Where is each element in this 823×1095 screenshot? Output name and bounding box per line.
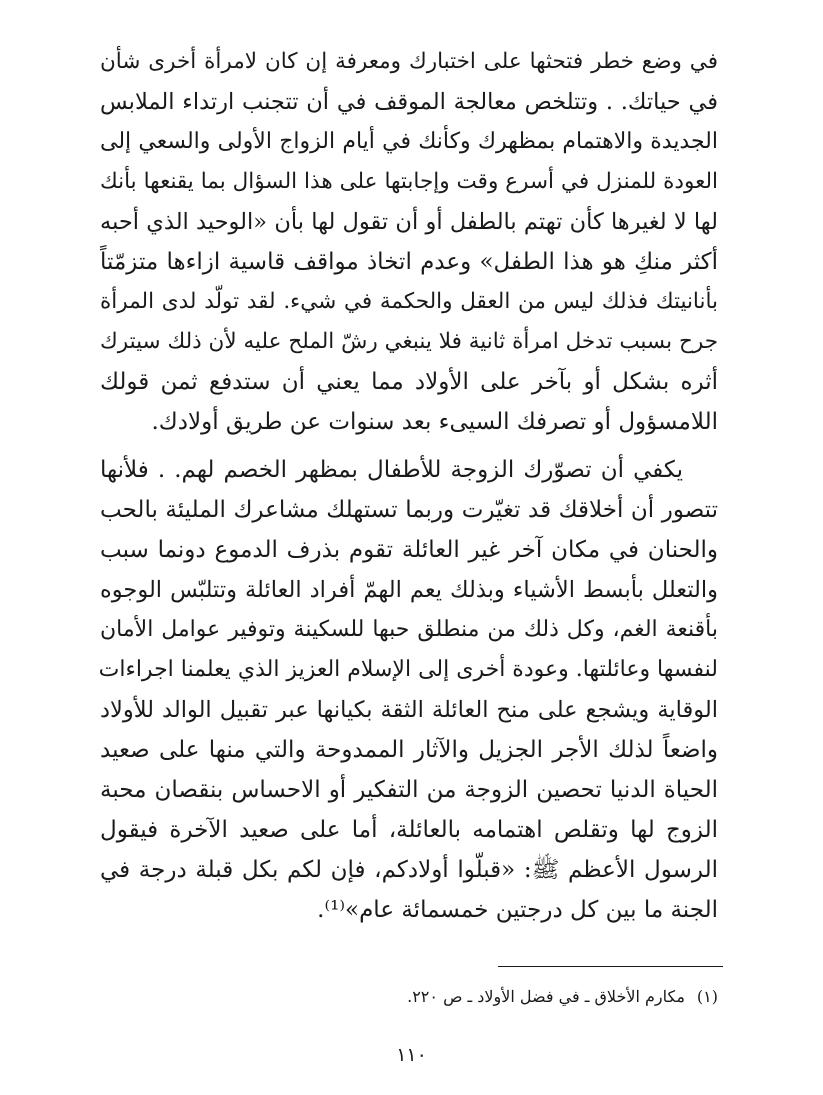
- paragraph-1-line: أثره بشكل أو بآخر على الأولاد مما يعني أن ستدفع ثمن قولك: [100, 369, 718, 395]
- paragraph-2-line: تتصور أن أخلاقك قد تغيّرت وربما تستهلك مشاعرك المليئة بالحب: [100, 497, 718, 523]
- footnote-divider: [498, 966, 723, 967]
- paragraph-2-line: واضعاً لذلك الأجر الجزيل والآثار الممدوحة والتي منها على صعيد: [100, 737, 718, 763]
- paragraph-2-line: بأقنعة الغم، وكل ذلك من منطلق حبها للسكينة وتوفير عوامل الأمان: [100, 617, 718, 642]
- paragraph-1-line: بأنانيتك فذلك ليس من العقل والحكمة في شيء. لقد تولّد لدى المرأة: [100, 289, 718, 314]
- paragraph-2-line: الحياة الدنيا تحصين الزوجة من التفكير أو الاحساس بنقصان محبة: [100, 777, 718, 803]
- paragraph-1-line: الجديدة والاهتمام بمظهرك وكأنك في أيام الزواج الأولى والسعي إلى: [100, 129, 719, 154]
- footnote-number: (١): [696, 987, 718, 1006]
- paragraph-2-line: والتعلل بأبسط الأشياء وبذلك يعم الهمّ أفراد العائلة وتتلبّس الوجوه: [100, 577, 718, 603]
- paragraph-1-line: جرح بسبب تدخل امرأة ثانية فلا ينبغي رشّ الملح عليه لأن ذلك سيترك: [100, 329, 718, 354]
- paragraph-1-line: في حياتك. . وتتلخص معالجة الموقف في أن تتجنب ارتداء الملابس: [100, 89, 718, 115]
- paragraph-2-line: الرسول الأعظم ﷺ: «قبلّوا أولادكم، فإن لكم بكل قبلة درجة في: [100, 857, 718, 883]
- paragraph-2-line: الوقاية ويشجع على منح العائلة الثقة بكيانها عبر تقبيل الوالد للأولاد: [100, 697, 718, 723]
- paragraph-2-line: والحنان في مكان آخر غير العائلة تقوم بذرف الدموع دونما سبب: [100, 537, 718, 563]
- paragraph-1-line: اللامسؤول أو تصرفك السيىء بعد سنوات عن طريق أولادك.: [151, 409, 718, 435]
- paragraph-1-line: في وضع خطر فتحثها على اختبارك ومعرفة إن كان لامرأة أخرى شأن: [100, 49, 718, 74]
- footnote-text: مكارم الأخلاق ـ في فضل الأولاد ـ ص ٢٢٠.: [407, 987, 685, 1006]
- paragraph-1-line: لها لا لغيرها كأن تهتم بالطفل أو أن تقول لها بأن «الوحيد الذي أحبه: [100, 209, 718, 235]
- paragraph-1-line: العودة للمنزل في أسرع وقت وإجابتها على هذا السؤال بما يقنعها بأنك: [100, 169, 718, 194]
- paragraph-1-line: أكثر منكِ هو هذا الطفل» وعدم اتخاذ مواقف قاسية ازاءها متزمّتاً: [100, 249, 718, 275]
- paragraph-2-line: الجنة ما بين كل درجتين خمسمائة عام»⁽¹⁾.: [317, 897, 718, 923]
- page-number: ١١٠: [396, 1044, 427, 1066]
- paragraph-2-line: يكفي أن تصوّرك الزوجة للأطفال بمظهر الخصم لهم. . فلأنها: [100, 457, 683, 483]
- paragraph-2-line: الزوج لها وتقلص اهتمامه بالعائلة، أما على صعيد الآخرة فيقول: [100, 817, 718, 843]
- footnote: [407, 984, 718, 1010]
- paragraph-2-line: لنفسها وعائلتها. وعودة أخرى إلى الإسلام العزيز الذي يعلمنا اجراءات: [98, 657, 718, 682]
